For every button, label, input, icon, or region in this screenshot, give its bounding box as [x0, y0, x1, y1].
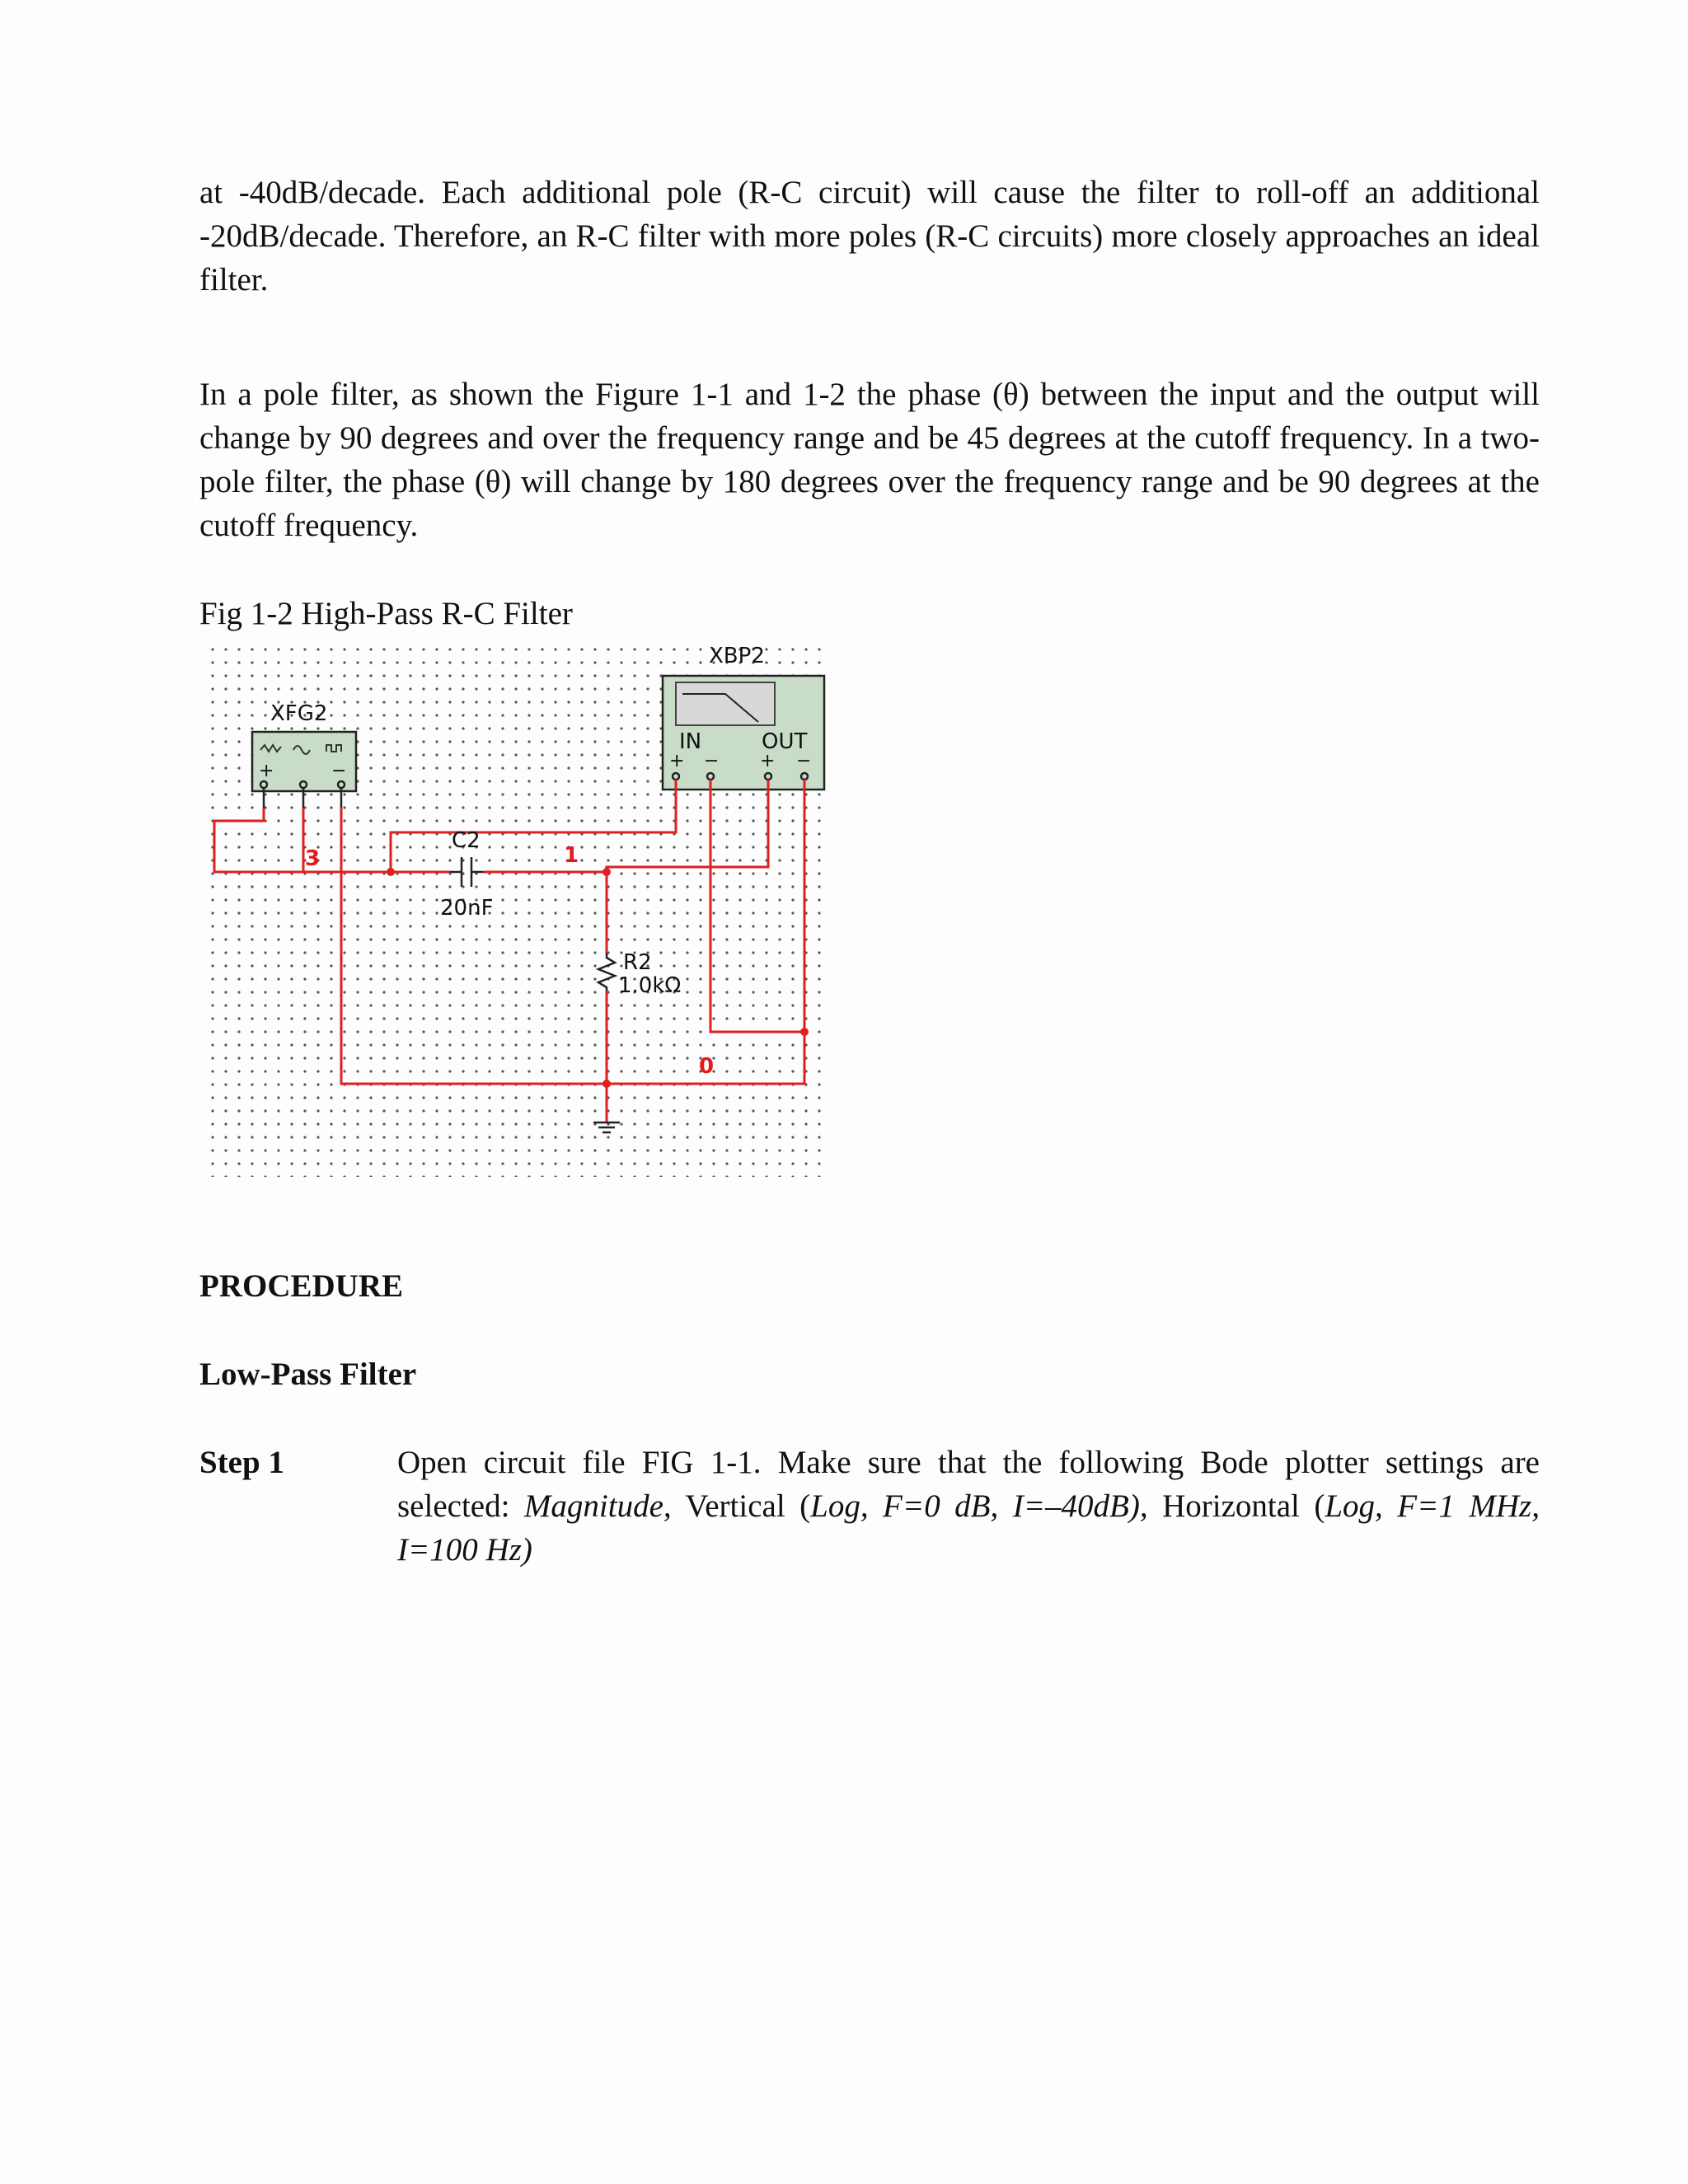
step-1-label: Step 1: [199, 1445, 284, 1480]
step-1-text: [397, 1441, 1540, 1572]
bode-in-minus: −: [704, 751, 720, 771]
bode-out-label: OUT: [762, 729, 808, 754]
procedure-heading: PROCEDURE: [199, 1268, 404, 1304]
vertical-settings: Log, F=0 dB, I=–40dB),: [810, 1488, 1148, 1524]
capacitor-name: C2: [452, 828, 481, 853]
bode-in-label: IN: [679, 729, 702, 754]
bode-out-minus: −: [796, 751, 812, 771]
paragraph-rolloff: at -40dB/decade. Each additional pole (R-C circuit) will cause the filter to roll-off an additional -20dB/decade. Therefore, an R-C filter with more poles (R-C circuits) more closely approaches an ideal filter.: [199, 175, 1540, 298]
resistor-name: R2: [623, 950, 652, 975]
generator-minus: −: [331, 761, 347, 781]
figure-caption: Fig 1-2 High-Pass R-C Filter: [199, 596, 573, 631]
bode-out-plus: +: [760, 751, 776, 771]
horizontal-prefix: Horizontal (: [1147, 1488, 1325, 1524]
node-label-1: 1: [564, 843, 579, 868]
function-generator-label: XFG2: [270, 701, 328, 726]
generator-plus: +: [259, 761, 274, 781]
magnitude-setting: Magnitude,: [523, 1488, 672, 1524]
node-label-0: 0: [699, 1054, 715, 1079]
capacitor-value: 20nF: [440, 896, 494, 921]
node-label-3: 3: [305, 846, 321, 871]
low-pass-heading: Low-Pass Filter: [199, 1357, 417, 1392]
vertical-prefix: Vertical (: [671, 1488, 811, 1524]
horizontal-settings: Log, F=1 MHz, I=100 Hz): [397, 1488, 1540, 1568]
paragraph-phase: In a pole filter, as shown the Figure 1-1 and 1-2 the phase (θ) between the input and the output will change by 90 degrees and over the frequency range and be 45 degrees at the cutoff frequency. In a two-pole filter, the phase (θ) will change by 180 degrees over the frequency range and be 90 degrees at the cutoff frequency.: [199, 377, 1540, 543]
bode-plotter-label: XBP2: [709, 644, 765, 668]
resistor-value: 1.0kΩ: [618, 973, 682, 998]
step-1-intro: Open circuit file FIG 1-1. Make sure that the following Bode plotter settings are selected:: [397, 1445, 1540, 1524]
high-pass-filter-schematic: [211, 635, 837, 1195]
bode-in-plus: +: [669, 751, 685, 771]
